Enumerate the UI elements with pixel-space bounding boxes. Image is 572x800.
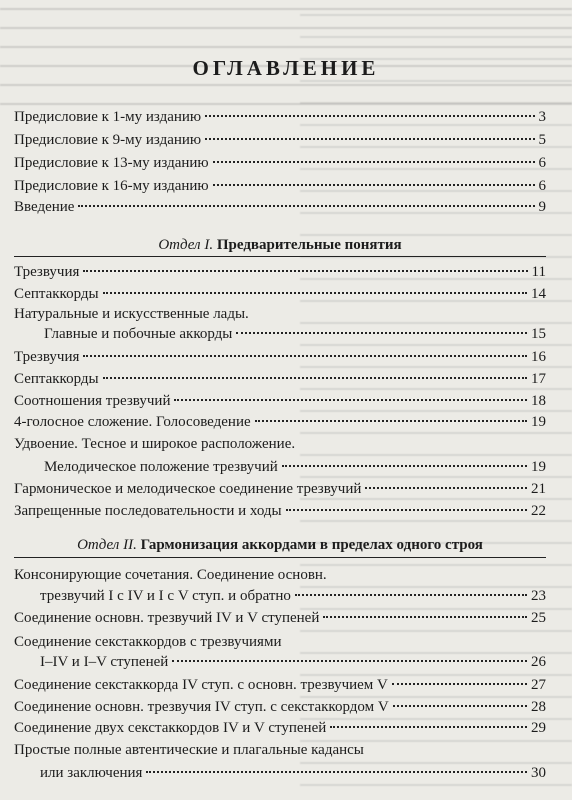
toc-entry-page: 3 [538, 109, 546, 125]
toc-entry-text: 4-голосное сложение. Голосоведение [14, 414, 251, 430]
toc-entry-text: Введение [14, 199, 75, 215]
toc-entry-page: 6 [538, 178, 546, 194]
toc-entry-page: 19 [531, 459, 546, 475]
toc-entry-page: 17 [531, 371, 546, 387]
leader-dots [236, 332, 527, 334]
toc-entry-page: 28 [531, 699, 546, 715]
toc-entry-line1: Натуральные и искусственные лады. [14, 306, 249, 322]
toc-entry-text: Трезвучия [14, 264, 80, 280]
leader-dots [83, 355, 527, 357]
toc-entry [14, 108, 546, 126]
toc-entry [14, 263, 546, 281]
toc-entry [14, 676, 546, 694]
toc-entry [44, 325, 546, 343]
toc-entry [14, 177, 546, 195]
leader-dots [78, 205, 534, 207]
toc-entry [14, 348, 546, 366]
toc-entry-page: 29 [531, 720, 546, 736]
toc-entry-text: Соединение секстаккорда IV ступ. с основн. трезвучием V [14, 677, 388, 693]
toc-entry [14, 480, 546, 498]
toc-entry-page: 26 [531, 654, 546, 670]
toc-entry [40, 653, 546, 671]
toc-entry-line1: Простые полные автентические и плагальные кадансы [14, 742, 364, 758]
leader-dots [146, 771, 527, 773]
section-number: Отдел I. [158, 237, 214, 253]
toc-entry [44, 458, 546, 476]
section-title: Гармонизация аккордами в пределах одного строя [140, 537, 483, 553]
toc-entry [14, 131, 546, 149]
leader-dots [83, 270, 527, 272]
leader-dots [205, 115, 534, 117]
leader-dots [205, 138, 534, 140]
toc-entry [14, 502, 546, 520]
toc-entry [40, 764, 546, 782]
toc-entry [14, 698, 546, 716]
toc-entry-page: 14 [531, 286, 546, 302]
toc-entry-page: 6 [538, 155, 546, 171]
toc-entry-page: 25 [531, 610, 546, 626]
leader-dots [365, 487, 527, 489]
toc-entry [40, 587, 546, 605]
section-heading [14, 236, 546, 254]
toc-entry-text: или заключения [40, 765, 143, 781]
toc-entry-text: Гармоническое и мелодическое соединение трезвучий [14, 481, 362, 497]
leader-dots [213, 161, 535, 163]
toc-entry-text: Септаккорды [14, 371, 99, 387]
toc-entry-page: 16 [531, 349, 546, 365]
toc-entry-text: трезвучий I с IV и I с V ступ. и обратно [40, 588, 291, 604]
leader-dots [282, 465, 527, 467]
toc-entry-page: 21 [531, 481, 546, 497]
toc-entry-page: 15 [531, 326, 546, 342]
leader-dots [392, 683, 527, 685]
toc-entry [14, 609, 546, 627]
leader-dots [393, 705, 527, 707]
toc-entry-page: 30 [531, 765, 546, 781]
toc-entry-page: 22 [531, 503, 546, 519]
toc-entry-page: 27 [531, 677, 546, 693]
toc-entry-text: Соединение двух секстаккордов IV и V ступеней [14, 720, 327, 736]
toc-entry-line1: Удвоение. Тесное и широкое расположение. [14, 436, 296, 452]
leader-dots [286, 509, 527, 511]
toc-entry-page: 9 [538, 199, 546, 215]
section-divider [14, 557, 546, 558]
toc-entry-text: Септаккорды [14, 286, 99, 302]
section-heading [14, 536, 546, 554]
section-number: Отдел II. [77, 537, 137, 553]
toc-entry-text: Мелодическое положение трезвучий [44, 459, 278, 475]
toc-entry-page: 19 [531, 414, 546, 430]
toc-entry-text: Предисловие к 9-му изданию [14, 132, 202, 148]
toc-entry-text: Главные и побочные аккорды [44, 326, 233, 342]
toc-entry-text: Предисловие к 13-му изданию [14, 155, 209, 171]
toc-entry [14, 370, 546, 388]
leader-dots [103, 377, 527, 379]
toc-entry-line1: Консонирующие сочетания. Соединение основн. [14, 567, 327, 583]
toc-entry-text: Трезвучия [14, 349, 80, 365]
toc-entry [14, 154, 546, 172]
toc-entry [14, 198, 546, 216]
toc-entry-text: I–IV и I–V ступеней [40, 654, 169, 670]
toc-entry-page: 11 [531, 264, 546, 280]
toc-entry-text: Соединение основн. трезвучий IV и V ступеней [14, 610, 320, 626]
leader-dots [213, 184, 535, 186]
toc-entry-text: Предисловие к 1-му изданию [14, 109, 202, 125]
section-divider [14, 256, 546, 257]
page-title: ОГЛАВЛЕНИЕ [192, 56, 380, 80]
leader-dots [323, 616, 527, 618]
toc-entry-page: 18 [531, 393, 546, 409]
toc-entry [14, 719, 546, 737]
leader-dots [172, 660, 527, 662]
toc-entry-page: 23 [531, 588, 546, 604]
toc-entry-text: Соединение основн. трезвучия IV ступ. с секстаккордом V [14, 699, 389, 715]
toc-entry-line1: Соединение секстаккордов с трезвучиями [14, 634, 282, 650]
leader-dots [295, 594, 527, 596]
toc-entry-text: Предисловие к 16-му изданию [14, 178, 209, 194]
toc-entry [14, 285, 546, 303]
toc-entry-page: 5 [538, 132, 546, 148]
toc-entry-text: Соотношения трезвучий [14, 393, 171, 409]
leader-dots [103, 292, 527, 294]
toc-entry-text: Запрещенные последовательности и ходы [14, 503, 282, 519]
section-title: Предварительные понятия [216, 237, 402, 253]
leader-dots [174, 399, 527, 401]
toc-entry [14, 392, 546, 410]
leader-dots [255, 420, 527, 422]
toc-entry [14, 413, 546, 431]
leader-dots [330, 726, 527, 728]
